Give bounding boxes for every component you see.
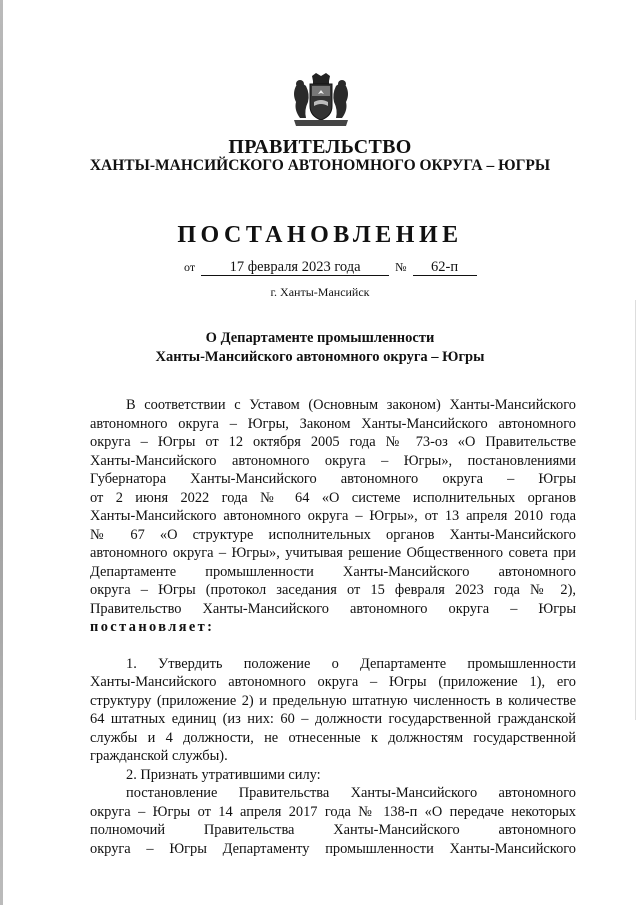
date-label: от bbox=[184, 260, 196, 274]
text-line: Ханты-Мансийского автономного округа – Югры», от 13 апреля 2010 года bbox=[90, 508, 576, 524]
text-line: 2. Признать утратившими силу: bbox=[126, 766, 321, 783]
text-line: округа – Югры (протокол заседания от 15 февраля 2023 года № 2), bbox=[90, 582, 576, 598]
text-line: Губернатора Ханты-Мансийского автономного округа – Югры bbox=[90, 471, 576, 487]
text-line: 1. Утвердить положение о Департаменте промышленности bbox=[126, 655, 576, 672]
organization-region: ХАНТЫ-МАНСИЙСКОГО АВТОНОМНОГО ОКРУГА – ЮГРЫ bbox=[89, 157, 551, 174]
number-label: № bbox=[395, 260, 407, 274]
document-title-line: О Департаменте промышленности bbox=[205, 330, 435, 346]
document-number: 62-п bbox=[413, 260, 477, 276]
text-line: автономного округа – Югры, Законом Ханты-Мансийского автономного bbox=[90, 415, 576, 432]
text-line: № 67 «О структуре исполнительных органов Ханты-Мансийского bbox=[90, 526, 576, 543]
text-line: округа – Югры Департаменту промышленности Ханты-Мансийского bbox=[90, 840, 576, 857]
text-line: гражданской службы). bbox=[90, 748, 228, 764]
text-line: постановление Правительства Ханты-Мансийского автономного bbox=[126, 785, 576, 801]
document-title-line: Ханты-Мансийского автономного округа – Югры bbox=[155, 349, 485, 365]
text-line: Ханты-Мансийского автономного округа – Югры», постановлениями bbox=[90, 452, 576, 469]
text-line: Департаменте промышленности Ханты-Мансийского автономного bbox=[90, 563, 576, 580]
document-type: ПОСТАНОВЛЕНИЕ bbox=[177, 222, 463, 248]
text-line: округа – Югры от 12 октября 2005 года № 73-оз «О Правительстве bbox=[90, 434, 576, 450]
text-line: Ханты-Мансийского автономного округа – Югры (приложение 1), его bbox=[90, 674, 576, 690]
text-line: полномочий Правительства Ханты-Мансийского автономного bbox=[90, 822, 576, 838]
organization-name: ПРАВИТЕЛЬСТВО bbox=[228, 136, 412, 158]
coat-of-arms-icon bbox=[288, 72, 354, 128]
text-line: автономного округа – Югры», учитывая решение Общественного совета при bbox=[90, 545, 576, 561]
text-line: округа – Югры от 14 апреля 2017 года № 138-п «О передаче некоторых bbox=[90, 803, 576, 820]
document-title bbox=[0, 329, 640, 367]
city: г. Ханты-Мансийск bbox=[270, 285, 370, 299]
text-line: структуру (приложение 2) и предельную штатную численность в количестве bbox=[90, 692, 576, 709]
text-line: В соответствии с Уставом (Основным законом) Ханты-Мансийского bbox=[126, 397, 576, 413]
date-number-row bbox=[178, 260, 477, 276]
text-line: службы и 4 должности, не отнесенные к должностям государственной bbox=[90, 729, 576, 746]
document-date: 17 февраля 2023 года bbox=[201, 260, 389, 276]
text-line: от 2 июня 2022 года № 64 «О системе исполнительных органов bbox=[90, 489, 576, 506]
document-body bbox=[90, 396, 576, 858]
text-line: 64 штатных единиц (из них: 60 – должности государственной гражданской bbox=[90, 711, 576, 727]
resolves-word: постановляет: bbox=[90, 619, 215, 635]
text-line: Правительство Ханты-Мансийского автономного округа – Югры bbox=[90, 600, 576, 617]
